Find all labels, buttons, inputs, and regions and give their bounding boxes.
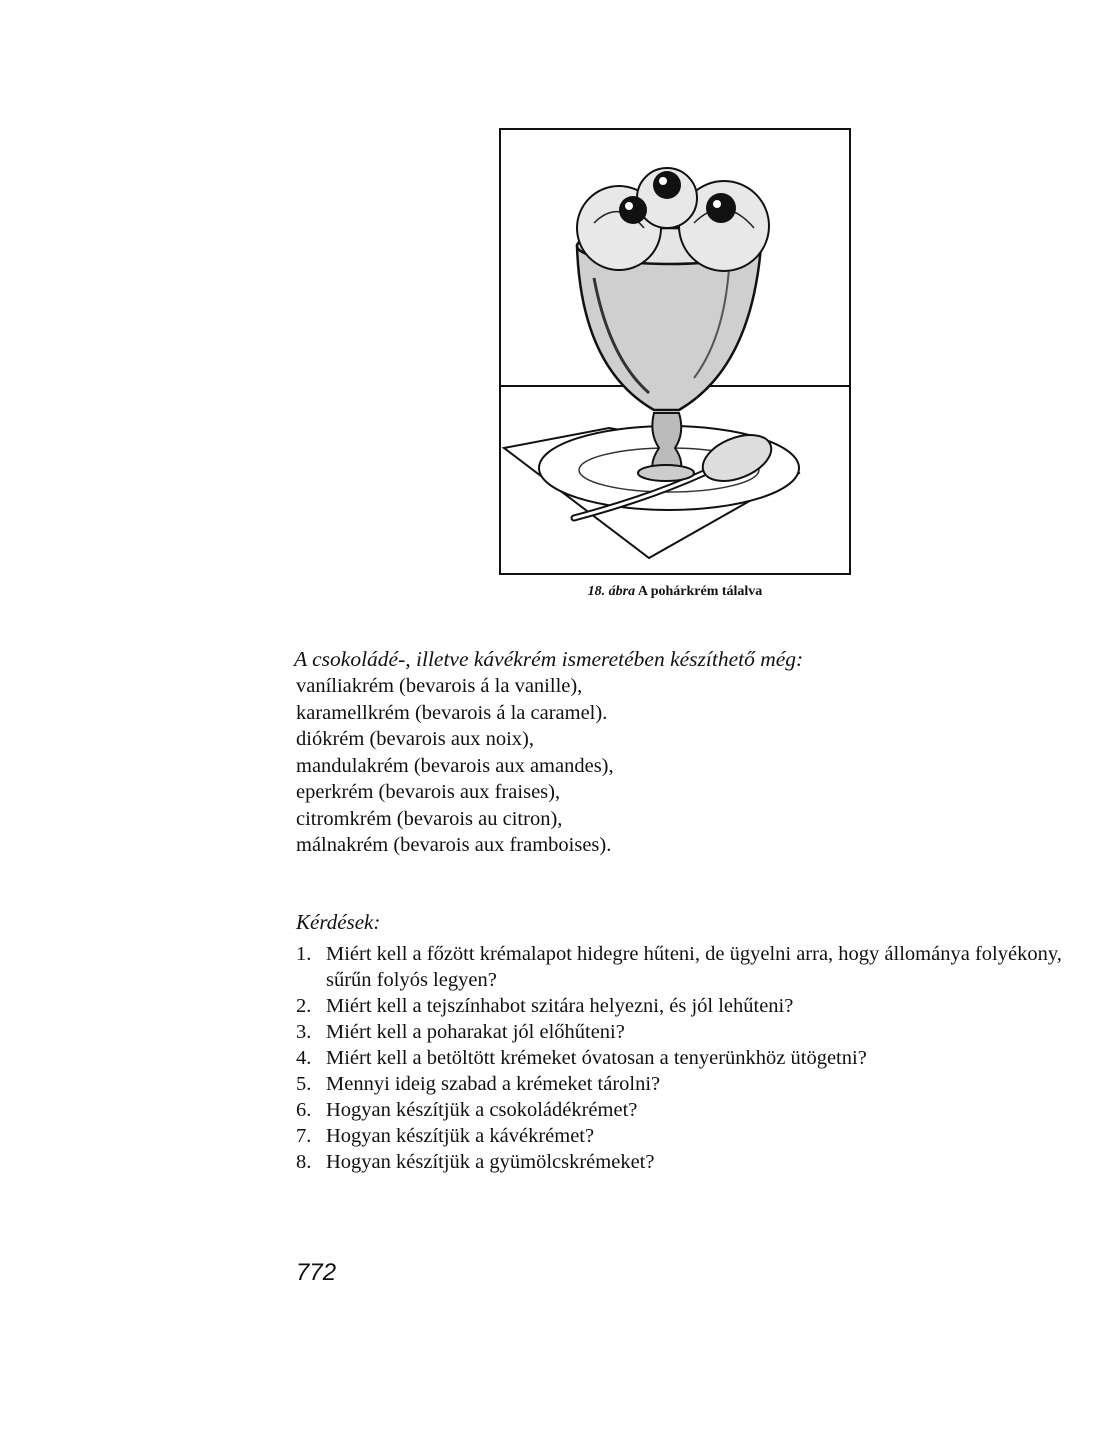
question-number: 1. xyxy=(296,943,312,965)
questions-list xyxy=(296,941,1066,1175)
list-item: karamellkrém (bevarois á la caramel). xyxy=(296,701,608,724)
question-item xyxy=(296,993,1066,1019)
question-text: Hogyan készítjük a gyümölcskrémeket? xyxy=(326,1151,655,1173)
question-text: Miért kell a főzött krémalapot hidegre hűteni, de ügyelni arra, hogy állománya folyékony, sűrűn folyós legyen? xyxy=(326,943,1062,991)
question-number: 8. xyxy=(296,1151,312,1173)
question-item xyxy=(296,1071,1066,1097)
list-item: citromkrém (bevarois au citron), xyxy=(296,807,563,830)
question-number: 7. xyxy=(296,1125,312,1147)
page-number: 772 xyxy=(296,1259,337,1286)
question-item xyxy=(296,1149,1066,1175)
list-item: diókrém (bevarois aux noix), xyxy=(296,728,534,750)
list-item: málnakrém (bevarois aux framboises). xyxy=(296,834,612,856)
question-item xyxy=(296,1097,1066,1123)
question-number: 6. xyxy=(296,1099,312,1121)
question-text: Hogyan készítjük a csokoládékrémet? xyxy=(326,1099,638,1121)
figure-caption-number: 18. ábra xyxy=(587,584,636,599)
question-number: 4. xyxy=(296,1047,312,1069)
question-item xyxy=(296,1019,1066,1045)
list-item: vaníliakrém (bevarois á la vanille), xyxy=(296,675,583,697)
question-item xyxy=(296,1045,1066,1071)
question-text: Miért kell a tejszínhabot szitára helyezni, és jól lehűteni? xyxy=(326,995,794,1017)
question-text: Miért kell a poharakat jól előhűteni? xyxy=(326,1021,625,1043)
question-item xyxy=(296,941,1066,993)
list-item: mandulakrém (bevarois aux amandes), xyxy=(296,754,614,777)
figure-caption-text: A pohárkrém tálalva xyxy=(637,584,763,599)
variants-list xyxy=(296,673,614,859)
figure-caption xyxy=(499,584,851,600)
question-number: 5. xyxy=(296,1073,312,1095)
question-text: Hogyan készítjük a kávékrémet? xyxy=(326,1125,595,1147)
variants-intro: A csokoládé-, illetve kávékrém ismeretében készíthető még: xyxy=(294,647,804,671)
list-item: eperkrém (bevarois aux fraises), xyxy=(296,781,561,803)
dessert-cup-illustration xyxy=(499,128,851,575)
question-item xyxy=(296,1123,1066,1149)
question-text: Miért kell a betöltött krémeket óvatosan a tenyerünkhöz ütögetni? xyxy=(326,1047,867,1069)
questions-heading: Kérdések: xyxy=(296,910,381,934)
question-number: 2. xyxy=(296,995,312,1017)
question-text: Mennyi ideig szabad a krémeket tárolni? xyxy=(326,1073,661,1095)
question-number: 3. xyxy=(296,1021,312,1043)
